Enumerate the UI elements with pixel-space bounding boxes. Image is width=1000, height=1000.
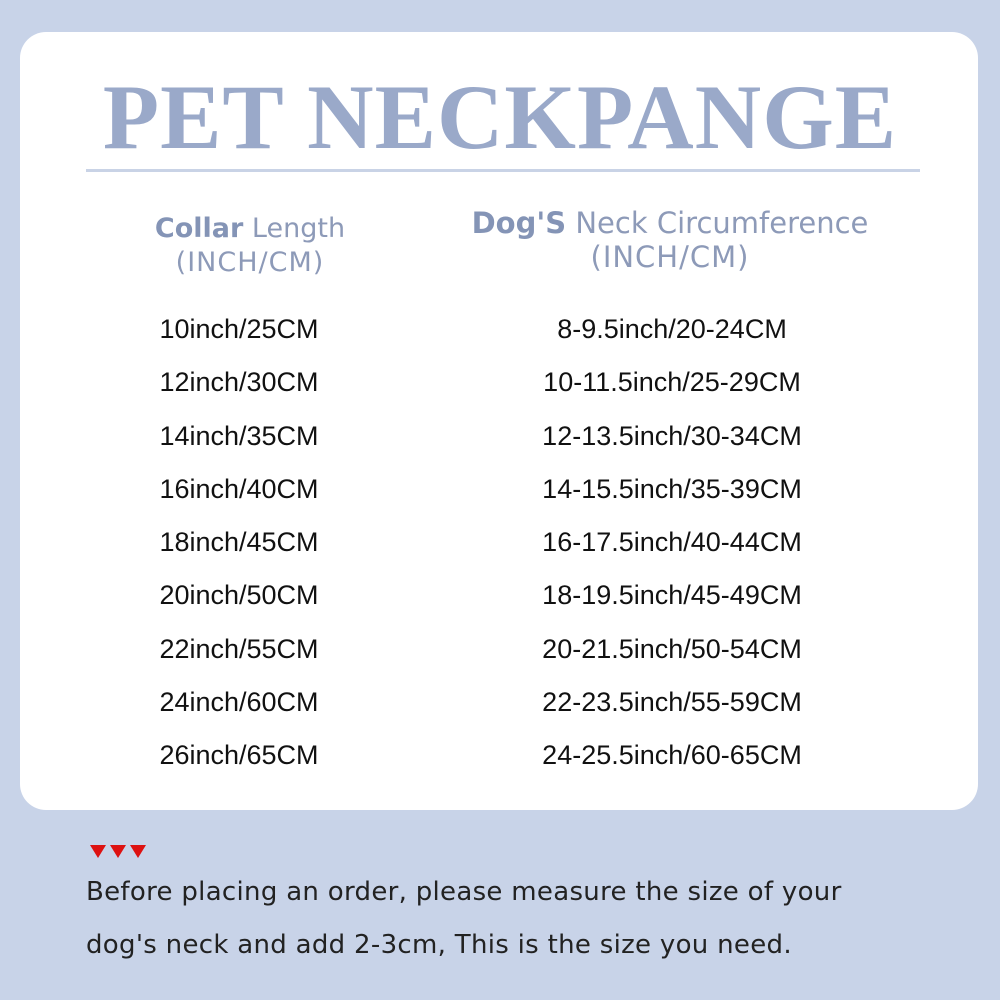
neck-circumference-cell: 20-21.5inch/50-54CM (542, 633, 802, 664)
neck-circumference-cell: 10-11.5inch/25-29CM (543, 367, 801, 398)
column-header-unit: (INCH/CM) (175, 247, 325, 278)
collar-length-cell: 24inch/60CM (159, 687, 319, 718)
collar-length-cell: 10inch/25CM (159, 314, 319, 344)
size-table (0, 306, 1000, 786)
attention-markers (90, 845, 146, 858)
neck-circumference-cell: 8-9.5inch/20-24CM (557, 314, 787, 344)
title-divider (86, 169, 920, 172)
table-row (0, 626, 1000, 679)
column-header-neck-circumference (430, 206, 910, 274)
triangle-down-icon (130, 845, 146, 858)
table-row (0, 679, 1000, 732)
column-header-bold: Dog'S (471, 206, 567, 240)
column-header-text: Length (243, 213, 346, 244)
neck-circumference-cell: 16-17.5inch/40-44CM (542, 527, 802, 558)
table-row (0, 519, 1000, 572)
neck-circumference-cell: 24-25.5inch/60-65CM (542, 740, 802, 771)
collar-length-cell: 14inch/35CM (159, 420, 319, 451)
neck-circumference-cell: 18-19.5inch/45-49CM (542, 580, 802, 611)
neck-circumference-cell: 14-15.5inch/35-39CM (542, 473, 802, 504)
column-header-unit: (INCH/CM) (590, 240, 750, 274)
neck-circumference-cell: 12-13.5inch/30-34CM (542, 420, 802, 451)
collar-length-cell: 20inch/50CM (159, 580, 319, 611)
page-title: PET NECKPANGE (102, 66, 898, 168)
table-row (0, 359, 1000, 412)
collar-length-cell: 16inch/40CM (159, 473, 319, 504)
table-row (0, 466, 1000, 519)
measurement-note (86, 866, 966, 972)
note-line-2: dog's neck and add 2-3cm, This is the size you need. (86, 930, 792, 960)
collar-length-cell: 22inch/55CM (159, 633, 319, 664)
column-header-collar-length (130, 212, 370, 280)
collar-length-cell: 12inch/30CM (159, 367, 319, 398)
triangle-down-icon (90, 845, 106, 858)
note-line-1: Before placing an order, please measure the size of your (86, 877, 842, 907)
table-row (0, 732, 1000, 785)
column-header-bold: Collar (154, 213, 244, 244)
triangle-down-icon (110, 845, 126, 858)
table-row (0, 413, 1000, 466)
neck-circumference-cell: 22-23.5inch/55-59CM (542, 687, 802, 718)
column-header-text: Neck Circumference (566, 206, 869, 240)
table-row (0, 572, 1000, 625)
collar-length-cell: 26inch/65CM (159, 740, 319, 771)
table-row (0, 306, 1000, 359)
collar-length-cell: 18inch/45CM (159, 527, 319, 558)
